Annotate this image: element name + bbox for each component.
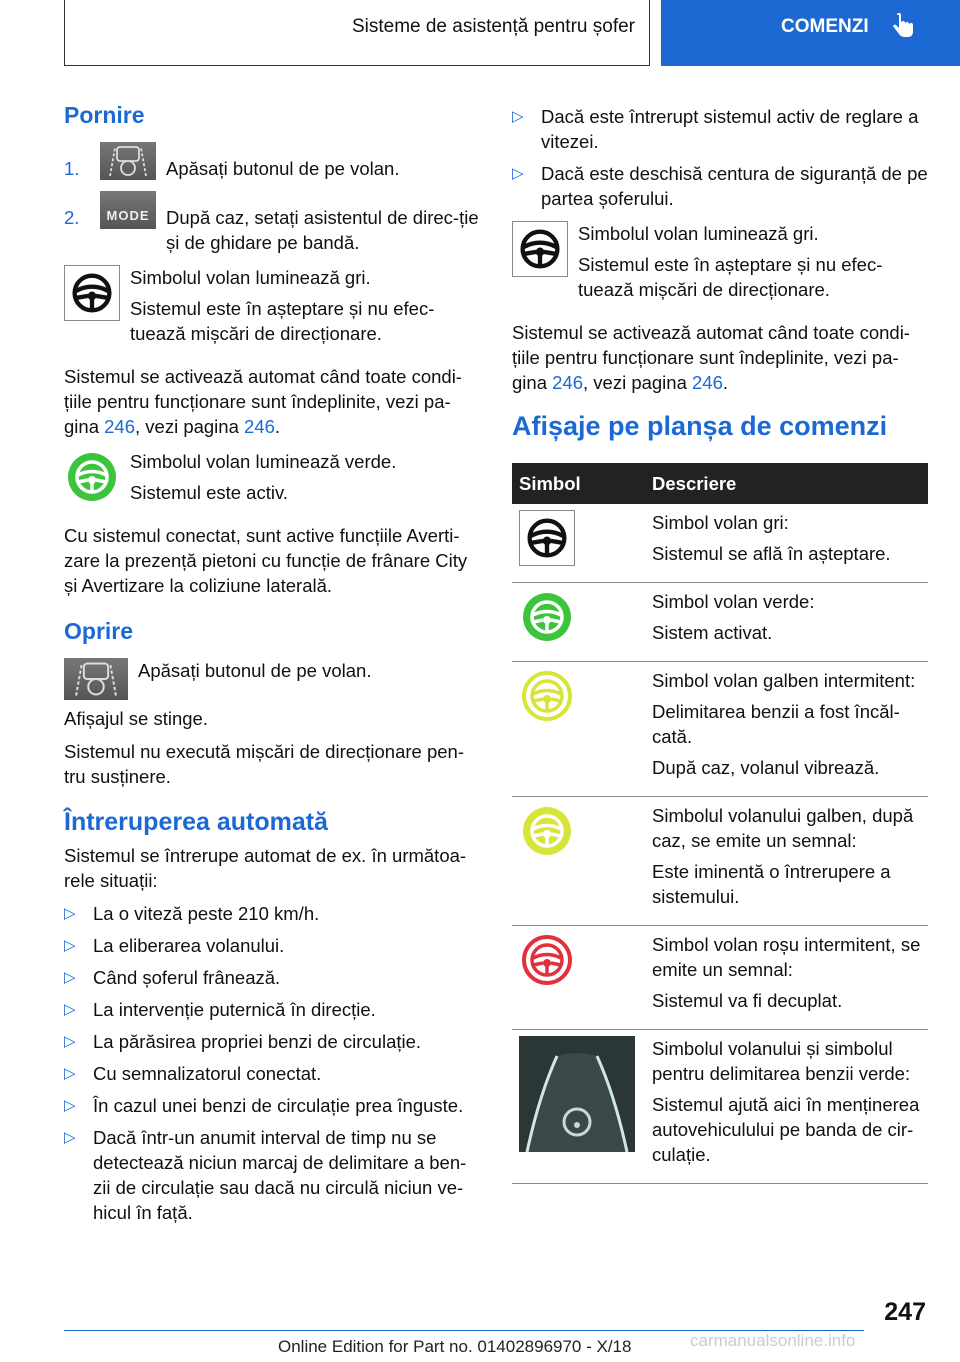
heading-oprire: Oprire <box>64 618 134 644</box>
cell-text: Simbol volan gri: <box>652 512 789 533</box>
list-item: ▷ La intervenție puternică în direcție. <box>64 999 376 1020</box>
steering-wheel-green-icon <box>519 589 575 645</box>
lane-markings-icon <box>519 1036 635 1152</box>
watermark: carmanualsonline.info <box>690 1331 856 1350</box>
symbol-text: Simbolul volan luminează verde. <box>130 451 397 472</box>
left-column <box>64 100 480 1232</box>
symbol-text: Sistemul este în așteptare și nu efec-tuează mișcări de direcționare. <box>578 254 883 300</box>
heading-intrerupere: Întreruperea automată <box>64 808 328 836</box>
cell-text: Simbolul volanului și simbolul pentru delimitarea benzii verde: <box>652 1038 911 1084</box>
steering-wheel-yellow-icon <box>519 803 575 859</box>
step-2 <box>64 191 480 255</box>
tab-comenzi-label: COMENZI <box>781 16 869 37</box>
cell-text: Sistemul va fi decuplat. <box>652 990 843 1011</box>
list-item: ▷ Când șoferul frânează. <box>64 967 281 988</box>
steering-assist-button-icon <box>100 142 156 180</box>
step-text: Apăsați butonul de pe volan. <box>166 158 400 179</box>
table-header-descriere: Descriere <box>642 463 928 504</box>
list-item: ▷ În cazul unei benzi de circulație prea înguste. <box>64 1095 464 1116</box>
page-link[interactable]: 246 <box>104 416 135 437</box>
interruption-list-continued <box>512 104 928 211</box>
cell-text: Simbol volan galben intermitent: <box>652 670 916 691</box>
page-link[interactable]: 246 <box>552 372 583 393</box>
steering-wheel-red-icon <box>519 932 575 988</box>
cell-text: Simbol volan verde: <box>652 591 815 612</box>
table-row <box>512 662 928 797</box>
intr-paragraph: Sistemul se întrerupe automat de ex. în următoa-rele situații: <box>64 845 467 891</box>
cell-text: După caz, volanul vibrează. <box>652 757 880 778</box>
heading-pornire: Pornire <box>64 102 145 128</box>
list-item: ▷ Dacă într-un anumit interval de timp nu se detectează niciun marcaj de delimitare a ben-zii de circulație sau dacă nu circulă niciun ve-hicul în față. <box>64 1127 467 1223</box>
steering-assist-button-icon <box>64 658 128 700</box>
table-row <box>512 583 928 662</box>
stop-step <box>64 658 480 700</box>
symbol-text: Sistemul este în așteptare și nu efec-tuează mișcări de direcționare. <box>130 298 435 344</box>
list-item: ▷ La o viteză peste 210 km/h. <box>64 903 320 924</box>
header-section-title: Sisteme de asistență pentru șofer <box>64 0 650 66</box>
step-text: Apăsați butonul de pe volan. <box>138 660 372 681</box>
cell-text: Sistemul ajută aici în menținerea autovehiculului pe banda de cir-culație. <box>652 1094 920 1165</box>
list-item: ▷ Cu semnalizatorul conectat. <box>64 1063 322 1084</box>
steering-wheel-gray-icon <box>519 510 575 566</box>
cell-text: Simbolul volanului galben, după caz, se emite un semnal: <box>652 805 914 851</box>
right-column <box>512 100 928 1184</box>
page-link[interactable]: 246 <box>692 372 723 393</box>
symbols-table <box>512 463 928 1184</box>
hand-pointer-icon <box>891 13 915 41</box>
symbol-gray-block <box>512 221 928 308</box>
table-header-simbol: Simbol <box>512 463 642 504</box>
table-row <box>512 1030 928 1184</box>
cell-text: Sistemul se află în așteptare. <box>652 543 891 564</box>
tab-comenzi[interactable] <box>661 0 960 66</box>
table-row <box>512 926 928 1030</box>
footer-edition: Online Edition for Part no. 01402896970 - X/18 <box>278 1337 632 1356</box>
off-text: Afișajul se stinge. <box>64 708 208 729</box>
symbol-text: Simbolul volan luminează gri. <box>130 267 371 288</box>
symbol-text: Sistemul este activ. <box>130 482 288 503</box>
step-text: După caz, setați asistentul de direc-ție și de ghidare pe bandă. <box>166 207 479 253</box>
table-row <box>512 504 928 583</box>
auto-activation-paragraph: Sistemul se activează automat când toate condi-țiile pentru funcționare sunt îndeplinite, vezi pa-gina 246, vezi pagina 246. <box>512 322 910 393</box>
list-item: ▷ La părăsirea propriei benzi de circulație. <box>64 1031 422 1052</box>
off-text: Sistemul nu execută mișcări de direcționare pen-tru susținere. <box>64 741 464 787</box>
step-number: 1. <box>64 158 80 179</box>
list-item: ▷ La eliberarea volanului. <box>64 935 285 956</box>
step-1 <box>64 142 480 181</box>
step-number: 2. <box>64 207 80 228</box>
steering-wheel-gray-icon <box>64 265 120 321</box>
interruption-list <box>64 901 480 1225</box>
steering-wheel-yellow-blinking-icon <box>519 668 575 724</box>
cell-text: Este iminentă o întrerupere a sistemului. <box>652 861 891 907</box>
symbol-gray-block <box>64 265 480 352</box>
list-item: ▷ Dacă este deschisă centura de siguranță de pe partea șoferului. <box>512 163 928 209</box>
cell-text: Delimitarea benzii a fost încăl-cată. <box>652 701 900 747</box>
heading-afisaje: Afișaje pe planșa de comenzi <box>512 411 888 441</box>
cell-text: Simbol volan roșu intermitent, se emite un semnal: <box>652 934 921 980</box>
list-item: ▷ Dacă este întrerupt sistemul activ de reglare a vitezei. <box>512 106 919 152</box>
symbol-green-block <box>64 449 480 511</box>
mode-button-icon: MODE <box>100 191 156 229</box>
symbol-text: Simbolul volan luminează gri. <box>578 223 819 244</box>
steering-wheel-green-icon <box>64 449 120 505</box>
auto-activation-paragraph: Sistemul se activează automat când toate condi-țiile pentru funcționare sunt îndeplinite, vezi pa-gina 246, vezi pagina 246. <box>64 366 462 437</box>
table-row <box>512 797 928 926</box>
page-link[interactable]: 246 <box>244 416 275 437</box>
connected-paragraph: Cu sistemul conectat, sunt active funcțiile Averti-zare la prezență pietoni cu funcție de frânare City și Avertizare la coliziune laterală. <box>64 525 468 596</box>
page-number: 247 <box>884 1298 926 1326</box>
steering-wheel-gray-icon <box>512 221 568 277</box>
cell-text: Sistem activat. <box>652 622 773 643</box>
